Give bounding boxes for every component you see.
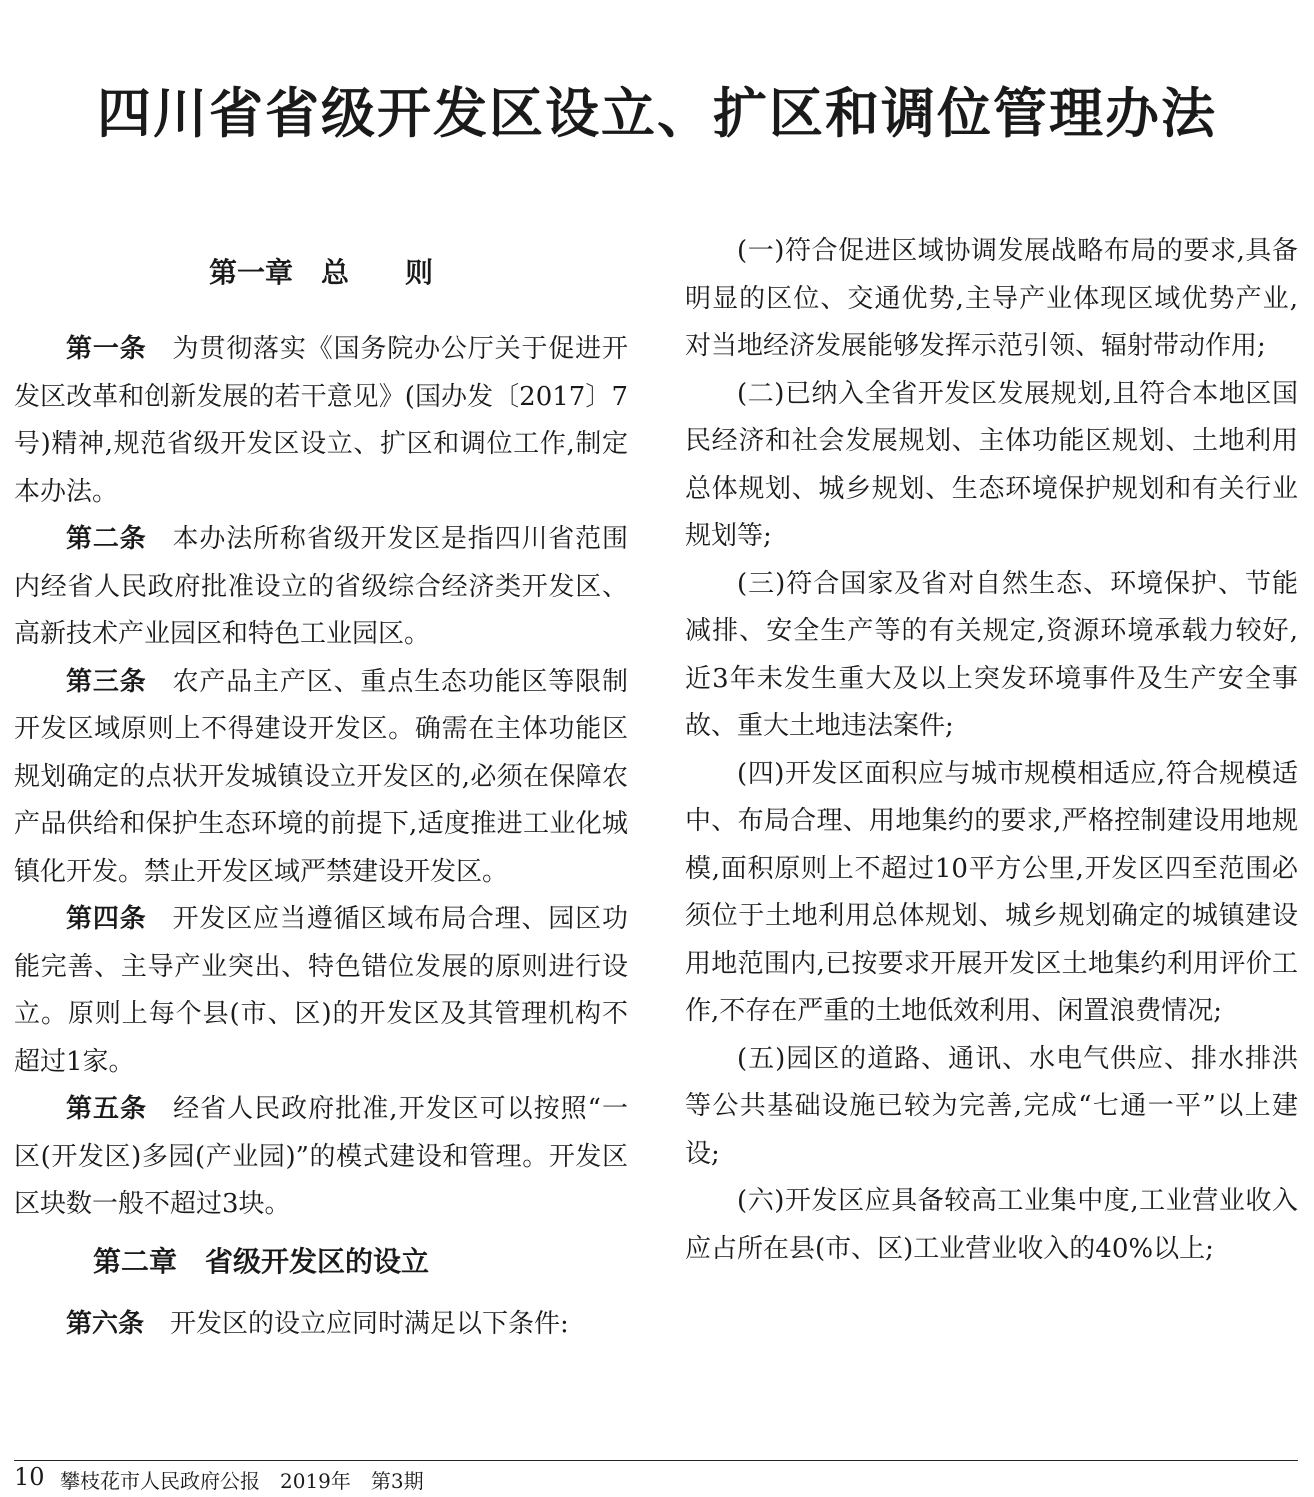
- chapter-1-heading: 第一章 总 则: [208, 256, 433, 289]
- publication-info: 攀枝花市人民政府公报 2019年 第3期: [60, 1469, 424, 1493]
- article-label: 第四条: [66, 904, 147, 934]
- article-3: [14, 659, 628, 897]
- condition-5: (五)园区的道路、通讯、水电气供应、排水排洪等公共基础设施已较为完善,完成“七通一平”以上建设;: [685, 1043, 1298, 1169]
- article-label: 第一条: [66, 334, 147, 364]
- right-column: [685, 228, 1298, 1273]
- page-footer: [14, 1460, 1298, 1495]
- article-label: 第六条: [66, 1308, 145, 1339]
- article-text: 农产品主产区、重点生态功能区等限制开发区域原则上不得建设开发区。确需在主体功能区规划确定的点状开发城镇设立开发区的,必须在保障农产品供给和保护生态环境的前提下,适度推进工业化城镇化开发。禁止开发区域严禁建设开发区。: [14, 666, 628, 887]
- page-number: 10: [14, 1463, 45, 1491]
- article-label: 第二条: [66, 524, 147, 554]
- chapter-2-heading: 第二章 省级开发区的设立: [92, 1244, 429, 1278]
- article-label: 第五条: [66, 1094, 148, 1124]
- article-text: 开发区应当遵循区域布局合理、园区功能完善、主导产业突出、特色错位发展的原则进行设立。原则上每个县(市、区)的开发区及其管理机构不超过1家。: [14, 904, 628, 1077]
- article-text: 为贯彻落实《国务院办公厅关于促进开发区改革和创新发展的若干意见》(国办发〔2017〕7号)精神,规范省级开发区设立、扩区和调位工作,制定本办法。: [14, 334, 628, 507]
- condition-1: (一)符合促进区域协调发展战略布局的要求,具备明显的区位、交通优势,主导产业体现区域优势产业,对当地经济发展能够发挥示范引领、辐射带动作用;: [685, 236, 1298, 361]
- document-title: 四川省省级开发区设立、扩区和调位管理办法: [97, 81, 1217, 145]
- condition-3: (三)符合国家及省对自然生态、环境保护、节能减排、安全生产等的有关规定,资源环境承载力较好,近3年未发生重大及以上突发环境事件及生产安全事故、重大土地违法案件;: [685, 568, 1298, 741]
- condition-4: (四)开发区面积应与城市规模相适应,符合规模适中、布局合理、用地集约的要求,严格控制建设用地规模,面积原则上不超过10平方公里,开发区四至范围必须位于土地利用总体规划、城乡规划确定的城镇建设用地范围内,已按要求开展开发区土地集约利用评价工作,不存在严重的土地低效利用、闲置浪费情况;: [685, 758, 1298, 1026]
- article-6: [14, 1301, 628, 1349]
- article-text: 本办法所称省级开发区是指四川省范围内经省人民政府批准设立的省级综合经济类开发区、高新技术产业园区和特色工业园区。: [14, 524, 628, 649]
- article-1: [14, 326, 628, 516]
- article-4: [14, 896, 628, 1086]
- article-text: 经省人民政府批准,开发区可以按照“一区(开发区)多园(产业园)”的模式建设和管理。开发区区块数一般不超过3块。: [14, 1094, 628, 1219]
- condition-6: (六)开发区应具备较高工业集中度,工业营业收入应占所在县(市、区)工业营业收入的40%以上;: [685, 1186, 1298, 1264]
- article-2: [14, 516, 628, 659]
- article-text: 开发区的设立应同时满足以下条件:: [170, 1308, 569, 1339]
- condition-2: (二)已纳入全省开发区发展规划,且符合本地区国民经济和社会发展规划、主体功能区规划、土地利用总体规划、城乡规划、生态环境保护规划和有关行业规划等;: [685, 378, 1298, 551]
- article-label: 第三条: [66, 666, 147, 697]
- left-column: [14, 228, 628, 1348]
- article-5: [14, 1086, 628, 1229]
